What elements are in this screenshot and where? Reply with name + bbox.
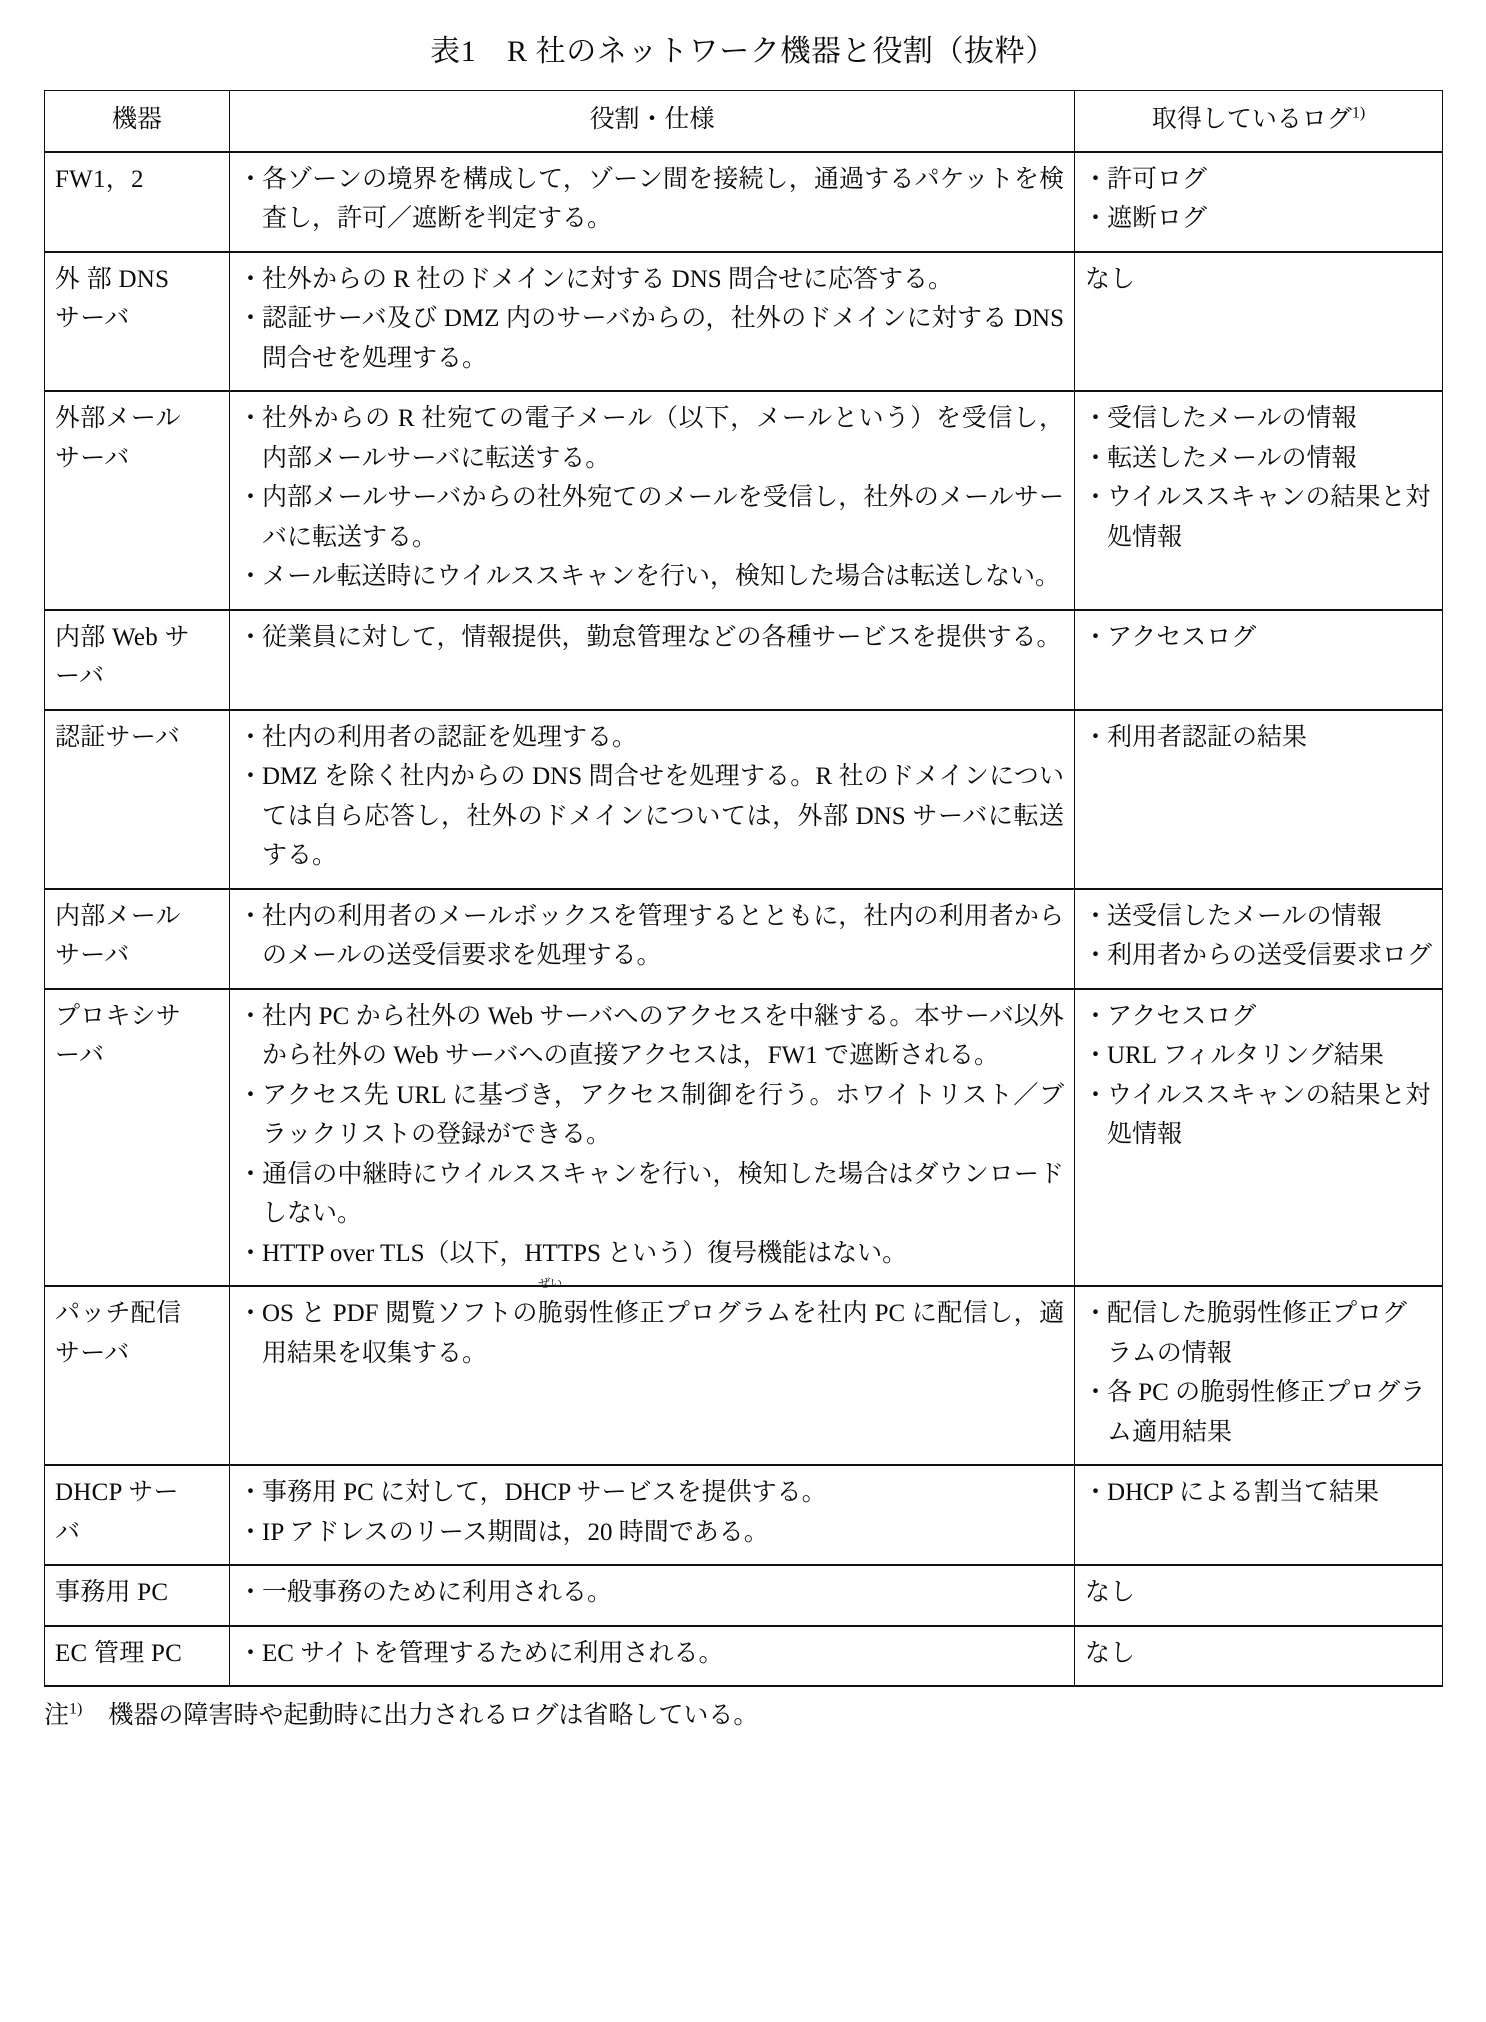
- role-item: ・ IP アドレスのリース期間は，20 時間である。: [240, 1513, 1064, 1553]
- device-cell: [45, 710, 230, 889]
- device-name-line: DHCP サー: [55, 1479, 179, 1506]
- device-name-line: 外部メール: [55, 405, 181, 432]
- log-cell: [1075, 152, 1443, 252]
- role-item: ・ 社内の利用者の認証を処理する。: [240, 718, 1064, 758]
- device-cell: [45, 989, 230, 1287]
- footnote-mark: 1): [69, 1700, 83, 1718]
- log-none-text: なし: [1085, 1579, 1136, 1606]
- role-list: [240, 1634, 1064, 1674]
- table-header: [45, 91, 1443, 152]
- table-row: [45, 889, 1443, 989]
- device-cell: [45, 1465, 230, 1565]
- log-cell: [1075, 710, 1443, 889]
- device-name-line: ーバ: [55, 1042, 105, 1069]
- log-list: [1085, 897, 1432, 976]
- column-header-role: 役割・仕様: [230, 91, 1075, 152]
- log-cell: [1075, 1565, 1443, 1626]
- device-name-line: 事務用 PC: [55, 1579, 169, 1606]
- log-item: ・ ウイルススキャンの結果と対処情報: [1085, 478, 1432, 557]
- role-list: [240, 1276, 1064, 1373]
- ruby-base: 脆: [537, 1300, 563, 1327]
- log-list: [1085, 399, 1432, 557]
- table-row: [45, 391, 1443, 610]
- role-cell: [230, 391, 1075, 610]
- log-none-text: なし: [1085, 265, 1136, 293]
- role-cell: [230, 1565, 1075, 1626]
- role-item: ・ 社外からの R 社宛ての電子メール（以下，メールという）を受信し，内部メールサーバに転送する。: [240, 399, 1064, 478]
- device-name-line: サーバ: [55, 1339, 130, 1367]
- role-text-after: 弱性修正プログラムを社内 PC に配信し，適用結果を収集する。: [262, 1300, 1064, 1367]
- log-item: ・ 利用者認証の結果: [1085, 718, 1432, 758]
- role-item: ・ HTTP over TLS（以下，HTTPS という）復号機能はない。: [240, 1234, 1064, 1274]
- log-cell: [1075, 989, 1443, 1287]
- ruby-reading: ぜい: [538, 1276, 563, 1290]
- role-item: ・ 従業員に対して，情報提供，勤怠管理などの各種サービスを提供する。: [240, 618, 1064, 658]
- log-cell: [1075, 1286, 1443, 1465]
- log-list: [1085, 1294, 1432, 1452]
- log-item: ・ 遮断ログ: [1085, 199, 1432, 239]
- device-name-line: プロキシサ: [55, 1002, 182, 1030]
- device-cell: [45, 1286, 230, 1465]
- log-item: ・ ウイルススキャンの結果と対処情報: [1085, 1076, 1432, 1155]
- role-list: [240, 618, 1064, 658]
- role-list: [240, 997, 1064, 1274]
- role-list: [240, 718, 1064, 876]
- log-item: ・ 各 PC の脆弱性修正プログラム適用結果: [1085, 1373, 1432, 1452]
- device-cell: [45, 889, 230, 989]
- footnote-label: 注: [44, 1702, 70, 1729]
- role-cell: [230, 152, 1075, 252]
- role-item: ・ 社内 PC から社外の Web サーバへのアクセスを中継する。本サーバ以外から社外の Web サーバへの直接アクセスは，FW1 で遮断される。: [240, 997, 1064, 1076]
- log-item: ・ アクセスログ: [1085, 618, 1432, 658]
- role-item: ・ メール転送時にウイルススキャンを行い，検知した場合は転送しない。: [240, 557, 1064, 597]
- role-item: ・ 内部メールサーバからの社外宛てのメールを受信し，社外のメールサーバに転送する。: [240, 478, 1064, 557]
- log-list: [1085, 160, 1432, 239]
- device-name-line: 内部 Web サ: [55, 623, 190, 651]
- table-row: [45, 989, 1443, 1287]
- role-item: ・ 通信の中継時にウイルススキャンを行い，検知した場合はダウンロードしない。: [240, 1155, 1064, 1234]
- role-cell: [230, 252, 1075, 392]
- footnote-text: 機器の障害時や起動時に出力されるログは省略している。: [108, 1702, 759, 1729]
- role-cell: [230, 610, 1075, 710]
- role-item: ・ 社外からの R 社のドメインに対する DNS 問合せに応答する。: [240, 260, 1064, 300]
- role-item: ・ EC サイトを管理するために利用される。: [240, 1634, 1064, 1674]
- device-cell: [45, 1626, 230, 1687]
- log-cell: [1075, 1626, 1443, 1687]
- role-cell: [230, 1626, 1075, 1687]
- log-none-text: なし: [1085, 1639, 1136, 1667]
- role-cell: [230, 1465, 1075, 1565]
- role-item: ・ DMZ を除く社内からの DNS 問合せを処理する。R 社のドメインについては自ら応答し，社外のドメインについては，外部 DNS サーバに転送する。: [240, 757, 1064, 876]
- table-row: [45, 252, 1443, 392]
- log-item: ・ 転送したメールの情報: [1085, 439, 1432, 479]
- ruby-annotated-kanji: [537, 1276, 563, 1334]
- table-row: [45, 710, 1443, 889]
- role-text-before: OS と PDF 閲覧ソフトの: [262, 1300, 538, 1327]
- device-name-line: ーバ: [55, 663, 105, 690]
- device-cell: [45, 391, 230, 610]
- role-list: [240, 260, 1064, 379]
- device-name-line: パッチ配信: [55, 1300, 182, 1327]
- role-list: [240, 897, 1064, 976]
- table-row: [45, 610, 1443, 710]
- role-list: [240, 1573, 1064, 1613]
- log-list: [1085, 1473, 1432, 1513]
- device-name-line: 内部メール: [55, 902, 181, 930]
- role-item: ・ 認証サーバ及び DMZ 内のサーバからの，社外のドメインに対する DNS 問合せを処理する。: [240, 299, 1064, 378]
- network-device-table: [44, 90, 1443, 1687]
- table-row: [45, 1465, 1443, 1565]
- log-item: ・ 受信したメールの情報: [1085, 399, 1432, 439]
- role-list: [240, 399, 1064, 597]
- log-item: ・ 利用者からの送受信要求ログ: [1085, 936, 1432, 976]
- device-name-line: サーバ: [55, 305, 130, 332]
- device-name-line: EC 管理 PC: [55, 1639, 183, 1667]
- table-row: [45, 1565, 1443, 1626]
- device-name-line: 認証サーバ: [55, 723, 181, 751]
- device-name-line: サーバ: [55, 942, 130, 969]
- log-list: [1085, 618, 1432, 658]
- role-item: ・ アクセス先 URL に基づき，アクセス制御を行う。ホワイトリスト／ブラックリストの登録ができる。: [240, 1076, 1064, 1155]
- device-cell: [45, 610, 230, 710]
- role-item: [240, 1276, 1064, 1373]
- role-item: ・ 社内の利用者のメールボックスを管理するとともに，社内の利用者からのメールの送受信要求を処理する。: [240, 897, 1064, 976]
- device-cell: [45, 252, 230, 392]
- table-header-row: [45, 91, 1443, 152]
- device-cell: [45, 152, 230, 252]
- table-footnote: [44, 1697, 1442, 1735]
- role-cell: [230, 710, 1075, 889]
- log-cell: [1075, 610, 1443, 710]
- log-item: ・ 許可ログ: [1085, 160, 1432, 200]
- log-cell: [1075, 391, 1443, 610]
- log-cell: [1075, 252, 1443, 392]
- device-name-line: FW1，2: [55, 165, 144, 193]
- role-item: ・ 事務用 PC に対して，DHCP サービスを提供する。: [240, 1473, 1064, 1513]
- log-list: [1085, 997, 1432, 1155]
- role-item: ・ 一般事務のために利用される。: [240, 1573, 1064, 1613]
- role-list: [240, 160, 1064, 239]
- device-name-line: サーバ: [55, 444, 130, 472]
- log-list: [1085, 718, 1432, 758]
- role-list: [240, 1473, 1064, 1552]
- column-header-log: [1075, 91, 1443, 152]
- role-cell: [230, 1276, 1075, 1465]
- log-item: ・ URL フィルタリング結果: [1085, 1036, 1432, 1076]
- device-name-line: バ: [55, 1518, 81, 1546]
- table-body: [45, 152, 1443, 1687]
- log-item: ・ 送受信したメールの情報: [1085, 897, 1432, 937]
- log-cell: [1075, 889, 1443, 989]
- device-name-line: 外 部 DNS: [55, 265, 170, 293]
- log-item: ・ 配信した脆弱性修正プログラムの情報: [1085, 1294, 1432, 1373]
- column-header-device: 機器: [45, 91, 230, 152]
- log-cell: [1075, 1465, 1443, 1565]
- role-cell: [230, 989, 1075, 1290]
- column-header-log-label: 取得しているログ: [1151, 106, 1352, 133]
- log-item: ・ DHCP による割当て結果: [1085, 1473, 1432, 1513]
- footnote-reference-mark: 1): [1351, 104, 1366, 122]
- role-item: ・ 各ゾーンの境界を構成して，ゾーン間を接続し，通過するパケットを検査し，許可／遮断を判定する。: [240, 160, 1064, 239]
- table-row: [45, 152, 1443, 252]
- table-row: [45, 1286, 1443, 1465]
- role-cell: [230, 889, 1075, 989]
- table-row: [45, 1626, 1443, 1687]
- log-item: ・ アクセスログ: [1085, 997, 1432, 1037]
- device-cell: [45, 1565, 230, 1626]
- table-caption: 表1 R 社のネットワーク機器と役割（抜粋）: [430, 35, 1056, 68]
